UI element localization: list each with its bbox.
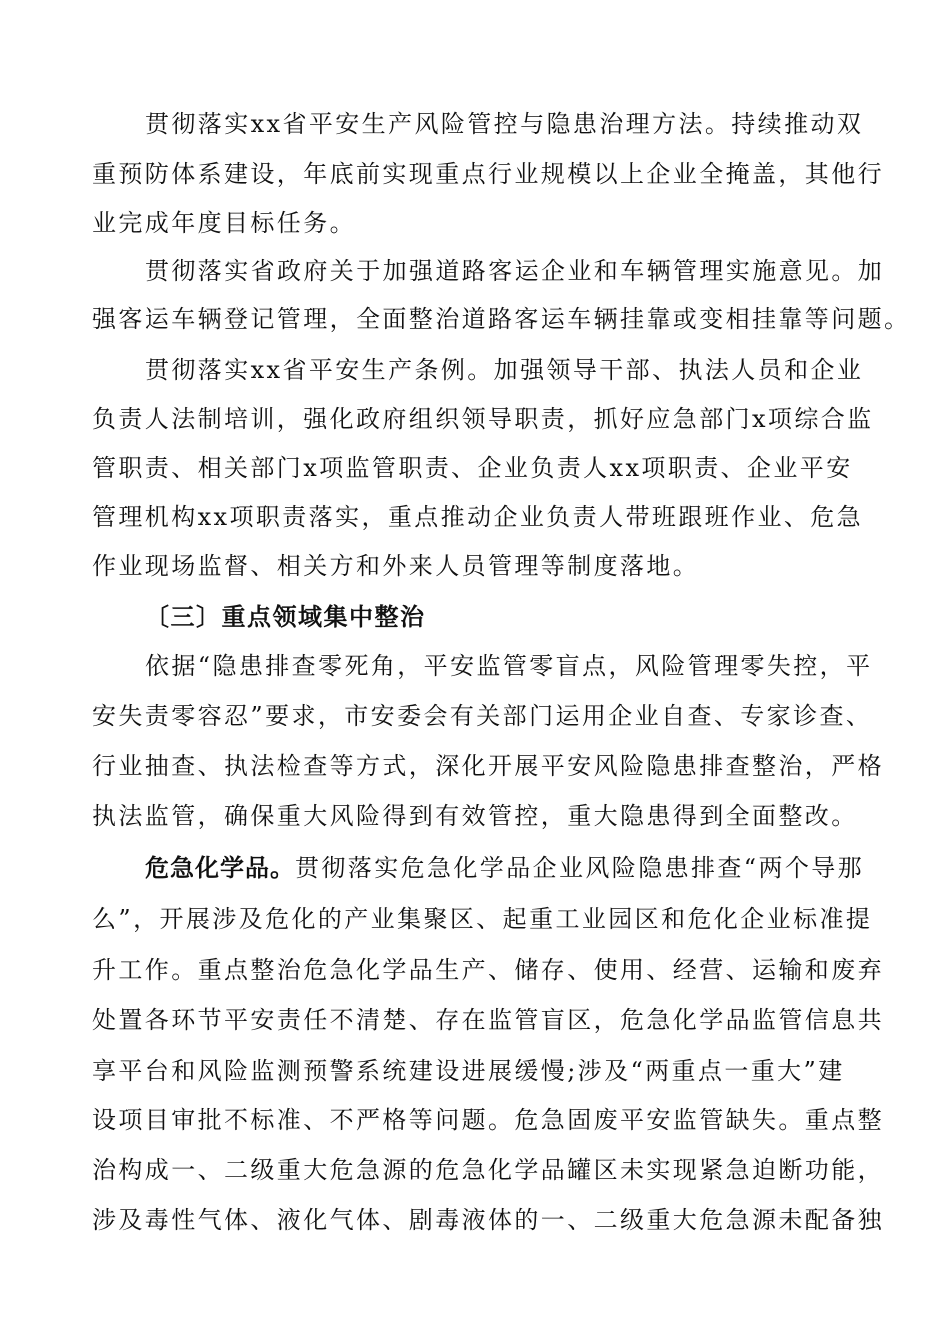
chemical-paragraph-line-3: 升工作。重点整治危急化学品生产、储存、使用、经营、运输和废弃	[92, 956, 884, 984]
chemical-first-line-text: 贯彻落实危急化学品企业风险隐患排查“两个导那	[295, 854, 865, 882]
paragraph-1-line-2: 重预防体系建设，年底前实现重点行业规模以上企业全掩盖，其他行	[92, 160, 884, 188]
chemical-paragraph-line-6: 设项目审批不标准、不严格等问题。危急固废平安监管缺失。重点整	[92, 1106, 884, 1134]
chemical-lead: 危急化学品。	[145, 854, 295, 882]
section-paragraph-line-2: 安失责零容忍”要求，市安委会有关部门运用企业自查、专家诊查、	[92, 702, 873, 730]
paragraph-3-line-5: 作业现场监督、相关方和外来人员管理等制度落地。	[92, 552, 700, 580]
chemical-paragraph-line-8: 涉及毒性气体、液化气体、剧毒液体的一、二级重大危急源未配备独	[92, 1206, 884, 1234]
paragraph-2-line-1: 贯彻落实省政府关于加强道路客运企业和车辆管理实施意见。加	[145, 257, 885, 285]
paragraph-3-line-3: 管职责、相关部门x项监管职责、企业负责人xx项职责、企业平安	[92, 454, 853, 482]
paragraph-3-line-4: 管理机构xx项职责落实，重点推动企业负责人带班跟班作业、危急	[92, 503, 864, 531]
paragraph-3-line-1: 贯彻落实xx省平安生产条例。加强领导干部、执法人员和企业	[145, 356, 864, 384]
section-paragraph-line-4: 执法监管，确保重大风险得到有效管控，重大隐患得到全面整改。	[92, 802, 858, 830]
section-paragraph-line-3: 行业抽查、执法检查等方式，深化开展平安风险隐患排查整治，严格	[92, 752, 884, 780]
paragraph-1-line-3: 业完成年度目标任务。	[92, 209, 356, 237]
section-paragraph-line-1: 依据“隐患排查零死角，平安监管零盲点，风险管理零失控，平	[145, 652, 873, 680]
paragraph-1-line-1: 贯彻落实xx省平安生产风险管控与隐患治理方法。持续推动双	[145, 110, 864, 138]
paragraph-3-line-2: 负责人法制培训，强化政府组织领导职责，抓好应急部门x项综合监	[92, 405, 874, 433]
chemical-paragraph-line-7: 治构成一、二级重大危急源的危急化学品罐区未实现紧急迫断功能，	[92, 1156, 884, 1184]
chemical-paragraph-line-1	[145, 848, 925, 888]
chemical-paragraph-line-2: 么”，开展涉及危化的产业集聚区、起重工业园区和危化企业标准提	[92, 905, 873, 933]
chemical-paragraph-line-5: 享平台和风险监测预警系统建设进展缓慢;涉及“两重点一重大”建	[92, 1057, 845, 1085]
section-heading: 〔三〕重点领域集中整治	[145, 603, 426, 631]
chemical-paragraph-line-4: 处置各环节平安责任不清楚、存在监管盲区，危急化学品监管信息共	[92, 1006, 884, 1034]
paragraph-2-line-2: 强客运车辆登记管理，全面整治道路客运车辆挂靠或变相挂靠等问题。	[92, 305, 911, 333]
